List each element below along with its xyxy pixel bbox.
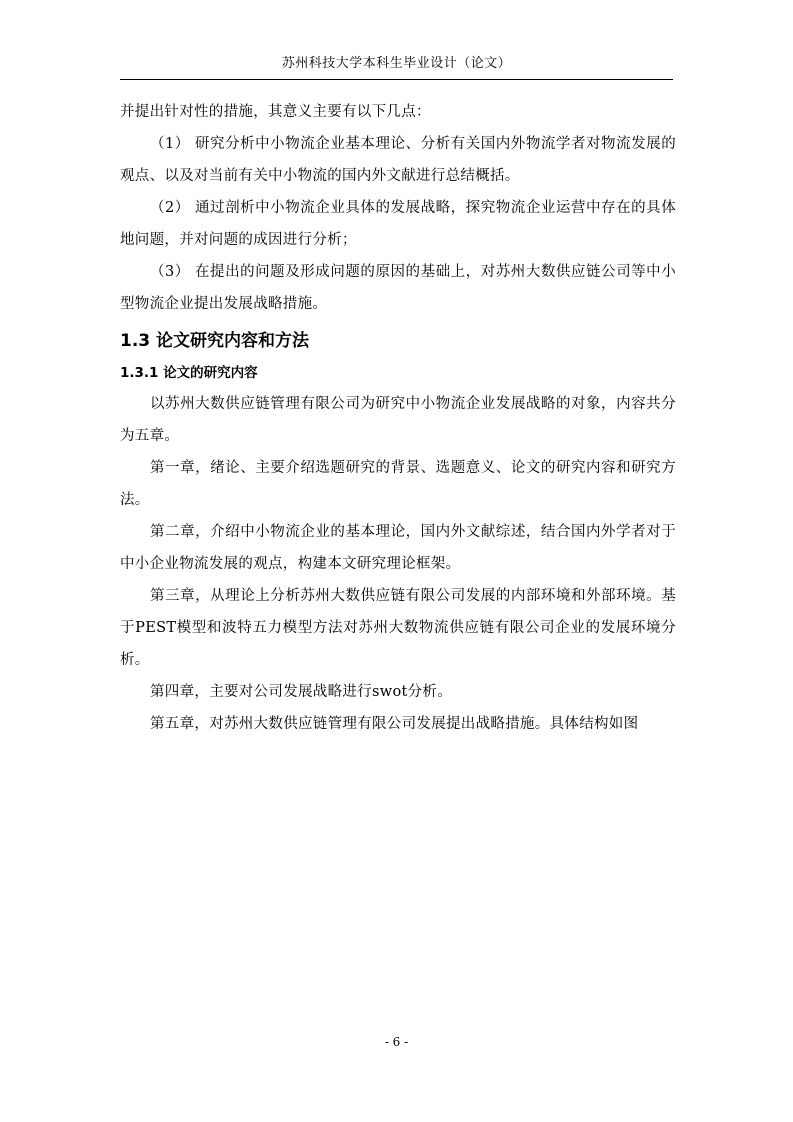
subsection-heading: 1.3.1 论文的研究内容 xyxy=(120,365,258,381)
chapter-5-paragraph: 第五章，对苏州大数供应链管理有限公司发展提出战略措施。具体结构如图 xyxy=(150,716,639,732)
header-title: 苏州科技大学本科生毕业设计（论文） xyxy=(281,56,512,71)
chapter-3-paragraph: 第三章，从理论上分析苏州大数供应链有限公司发展的内部环境和外部环境。基于PEST模型和波特五力模型方法对苏州大数物流供应链有限公司企业的发展环境分析。 xyxy=(120,588,676,668)
page-number: - 6 - xyxy=(384,1035,409,1049)
chapter-1-paragraph: 第一章，绪论、主要介绍选题研究的背景、选题意义、论文的研究内容和研究方法。 xyxy=(120,460,676,508)
chapter-4-paragraph: 第四章，主要对公司发展战略进行swot分析。 xyxy=(150,684,453,700)
intro-paragraph: 并提出针对性的措施，其意义主要有以下几点： xyxy=(120,104,431,120)
significance-item-1: （1） 研究分析中小物流企业基本理论、分析有关国内外物流学者对物流发展的观点、以及对当前有关中小物流的国内外文献进行总结概括。 xyxy=(120,136,676,184)
significance-item-2: （2） 通过剖析中小物流企业具体的发展战略，探究物流企业运营中存在的具体地问题，并对问题的成因进行分析； xyxy=(120,200,676,248)
chapter-2-paragraph: 第二章，介绍中小物流企业的基本理论，国内外文献综述，结合国内外学者对于中小企业物流发展的观点，构建本文研究理论框架。 xyxy=(120,524,676,572)
document-body xyxy=(120,96,676,740)
section-heading: 1.3 论文研究内容和方法 xyxy=(120,331,310,351)
content-overview-paragraph: 以苏州大数供应链管理有限公司为研究中小物流企业发展战略的对象，内容共分为五章。 xyxy=(120,396,676,444)
significance-item-3: （3） 在提出的问题及形成问题的原因的基础上，对苏州大数供应链公司等中小型物流企业提出发展战略措施。 xyxy=(120,264,676,312)
page-header xyxy=(120,55,673,80)
